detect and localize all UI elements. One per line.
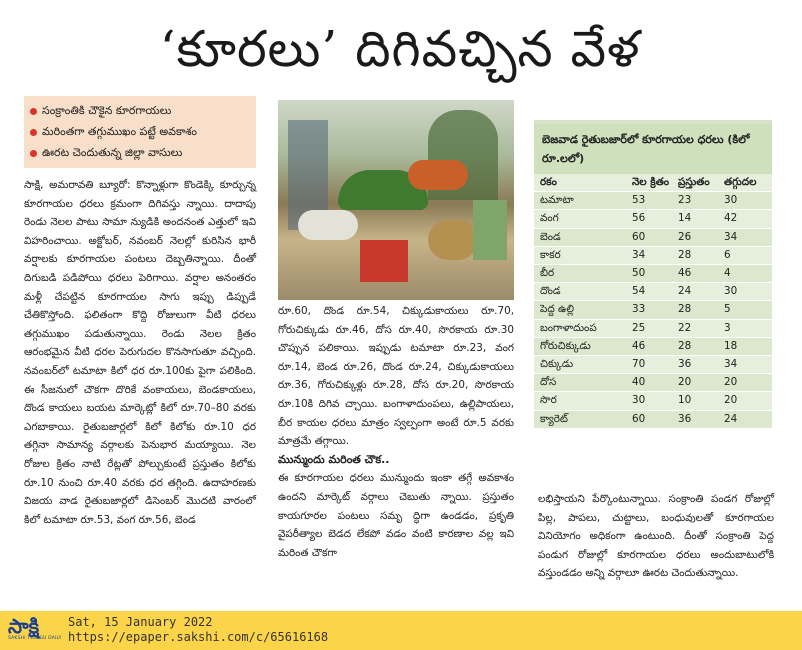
cell-current: 36 [678,412,692,425]
cell-item: కాకర [540,248,561,261]
cell-item: సొర [540,394,557,407]
highlight-text: మరింతగా తగ్గుముఖం పట్టే అవకాశం [42,125,198,138]
cell-month-ago: 54 [632,285,646,298]
price-table [534,120,772,429]
bullet-dot-icon [30,129,37,136]
sakshi-logo[interactable] [8,614,62,645]
cell-current: 36 [678,358,692,371]
article-text: సాక్షి, అమరావతి బ్యూరో: కొన్నాళ్లుగా కొండెక్కి కూర్చున్న కూరగాయల ధరలు క్రమంగా దిగివస్తు న్నాయి. దాదాపు రెండు నెలల పాటు సామా న్యుడికి అందనంత ఎత్తులో ఇవి విహరించాయి. అక్టోబర్, నవంబర్ నెలల్లో కురిసిన భారీ వర్షాలకు కూరగాయల పంటలు దెబ్బతిన్నాయి. దీంతో దిగుబడి పడిపోయి ధరలు పెరిగాయి. వర్షాల అనంతరం మళ్లీ చేపట్టిన కూరగాయల సాగు ఇప్పు డిప్పుడే చేతికొస్తోంది. ఫలితంగా కొద్ది రోజులుగా వీటి ధరలు తగ్గుముఖం పడుతున్నాయి. రెండు నెలల క్రితం ఆరంభమైన వీటి ధరల పెరుగుదల కొనసాగుతూ వచ్చింది. నవంబర్‌లో టమాటా కిలో ధర రూ.100కు పైగా పలికింది. ఈ సీజనులో చౌకగా దొరికే వంకాయలు, బెండకాయలు, దొండ కాయలు బయట మార్కెట్లో కిలో రూ.70–80 వరకు ఎగబాకాయి. రైతుబజార్లలో కిలో కిలోకు రూ.10 ధర తగ్గినా సామాన్య వర్గాలకు పెనుభార మయ్యాయి. నెల రోజుల క్రితం నాటి రేట్లతో పోల్చుకుంటే ప్రస్తుతం కిలోకు రూ.10 నుంచి రూ.40 వరకు ధర తగ్గింది. ఉదాహరణకు విజయ వాడ రైతుబజార్లలో డిసెంబర్ మొదటి వారంలో కిలో టమాటా రూ.53, వంగ రూ.56, బెండ [24,179,256,526]
cell-decrease: 5 [724,303,731,316]
cell-current: 22 [678,321,692,334]
cell-month-ago: 70 [632,358,646,371]
bullet-dot-icon [30,108,37,115]
price-table-body [534,174,772,429]
highlight-item [30,100,250,121]
cell-current: 20 [678,376,692,389]
table-row [534,265,772,283]
cell-month-ago: 40 [632,376,646,389]
table-row [534,374,772,392]
cell-month-ago: 33 [632,303,646,316]
logo-text: సాక్షి [8,614,40,638]
cell-month-ago: 53 [632,194,646,207]
column-header: తగ్గుదల [724,176,757,188]
cell-decrease: 24 [724,412,738,425]
cell-item: గోరుచిక్కుడు [540,339,591,352]
cell-month-ago: 56 [632,212,646,225]
table-row [534,320,772,338]
article-text: లభిస్తాయని పేర్కొంటున్నాయి. సంక్రాంతి పండగ రోజుల్లో పిల్ల, పాపలు, చుట్టాలు, బంధువులతో కూరగాయల వినియోగం అధికంగా ఉంటుంది. దీంతో సంక్రాంతి పెద్ద పండుగ రోజుల్లో కూరగాయల ధరలు అందుబాటులోకి వస్తుండడం అన్ని వర్గాలూ ఊరట చెందుతున్నాయి. [538,493,774,580]
table-row [534,392,772,410]
cell-item: దొండ [540,285,561,298]
cell-month-ago: 34 [632,248,646,261]
cell-current: 23 [678,194,692,207]
headline: ‘కూరలు’ దిగివచ్చిన వేళ [159,20,641,78]
table-row [534,247,772,265]
highlight-text: ఊరట చెందుతున్న జిల్లా వాసులు [42,146,183,159]
cell-item: బంగాళాదుంప [540,321,597,334]
column-header: నెల క్రితం [632,176,670,188]
cell-decrease: 20 [724,394,738,407]
cell-current: 26 [678,230,692,243]
cell-item: చిక్కుడు [540,358,574,371]
cell-decrease: 4 [724,267,731,280]
cell-current: 28 [678,339,692,352]
article-column-2 [278,302,514,562]
cell-month-ago: 50 [632,267,646,280]
highlight-text: సంక్రాంతికి చౌకైన కూరగాయలు [42,104,172,117]
cell-item: బెండ [540,230,561,243]
table-row [534,356,772,374]
article-subheading: మున్ముందు మరింత చౌక.. [278,452,390,466]
cell-decrease: 34 [724,358,738,371]
cell-decrease: 34 [724,230,738,243]
epaper-link[interactable]: https://epaper.sakshi.com/c/65616168 [68,630,329,644]
cell-current: 24 [678,285,692,298]
article-text: రూ.60, దొండ రూ.54, చిక్కుడుకాయలు రూ.70, గోరుచిక్కుడు రూ.46, దోస రూ.40, సొరకాయ రూ.30 చొప్పున పలికాయి. ఇప్పుడు టమాటా రూ.23, వంగ రూ.14, బెండ రూ.26, దొండ రూ.24, చిక్కుడుకాయలు రూ.36, గోరుచిక్కుళ్లు రూ.28, దోస రూ.20, సొరకాయ రూ.10కి దిగివ చ్చాయి. బంగాళాదుంపలు, ఉల్లిపాయలు, బీర కాయల ధరలు మాత్రం స్వల్పంగా అంటే రూ.5 వరకు మాత్రమే తగ్గాయి. [278,305,514,448]
highlight-item [30,121,250,142]
cell-month-ago: 60 [632,412,646,425]
table-header-row [534,174,772,192]
table-row [534,192,772,210]
cell-item: దోస [540,376,557,389]
cell-current: 28 [678,248,692,261]
logo-subtext: SAKSHI TELUGU DAILY [8,636,62,641]
cell-decrease: 42 [724,212,738,225]
article-column-1 [24,176,256,529]
highlights-box [24,96,256,168]
cell-decrease: 30 [724,194,738,207]
edition-date: Sat, 15 January 2022 [68,615,213,629]
cell-decrease: 6 [724,248,731,261]
cell-item: టమాటా [540,194,574,207]
cell-month-ago: 60 [632,230,646,243]
cell-decrease: 30 [724,285,738,298]
cell-item: వంగ [540,212,559,225]
bullet-dot-icon [30,150,37,157]
cell-current: 10 [678,394,692,407]
table-row [534,283,772,301]
price-table-title: బెజవాడ రైతుబజార్‌లో కూరగాయల ధరలు (కిలో రూ.లలో) [534,124,772,174]
cell-decrease: 20 [724,376,738,389]
highlight-item [30,142,250,163]
cell-month-ago: 30 [632,394,646,407]
article-text: ఈ కూరగాయల ధరలు మున్ముందు ఇంకా తగ్గే అవకాశం ఉందని మార్కెట్ వర్గాలు చెబుతు న్నాయి. ప్రస్తుతం కాయగూరల పంటలు సమృ ద్ధిగా ఉండడం, ప్రకృతి వైపరీత్యాల బెడద లేకపో వడం వంటి కారణాల వల్ల ఇవి మరింత చౌకగా [278,472,514,559]
article-column-3 [538,490,774,583]
cell-decrease: 3 [724,321,731,334]
vegetable-market-photo [278,100,514,300]
table-row [534,338,772,356]
table-row [534,411,772,429]
cell-current: 28 [678,303,692,316]
table-row [534,229,772,247]
column-header: ప్రస్తుతం [678,176,710,188]
table-row [534,301,772,319]
column-header: రకం [540,176,557,188]
cell-decrease: 18 [724,339,738,352]
cell-item: బీర [540,267,555,280]
cell-current: 14 [678,212,692,225]
cell-item: పెద్ద ఉల్లి [540,303,574,316]
cell-item: క్యారెట్ [540,412,568,425]
cell-current: 46 [678,267,692,280]
footer-bar [0,611,802,650]
cell-month-ago: 25 [632,321,646,334]
table-row [534,210,772,228]
cell-month-ago: 46 [632,339,646,352]
